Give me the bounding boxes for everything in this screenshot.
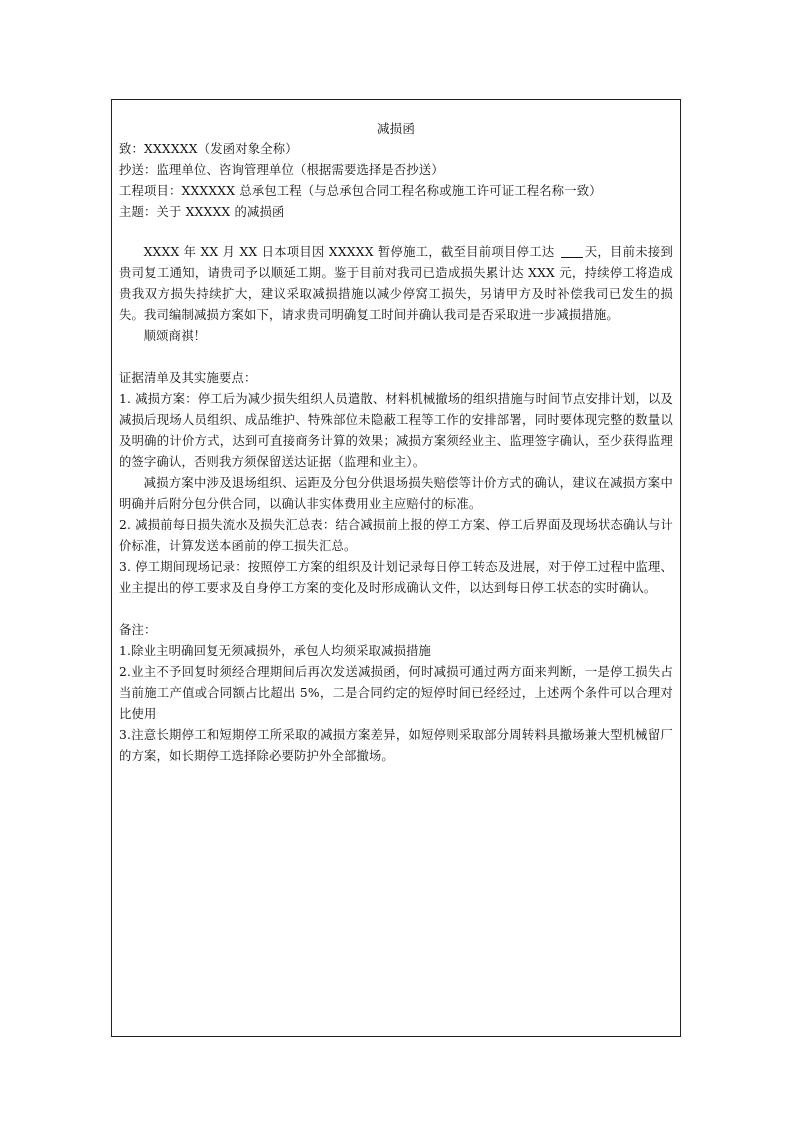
- spacer: [119, 347, 673, 368]
- letter-title: 减损函: [376, 121, 416, 136]
- closing-line: 顺颂商祺！: [143, 329, 207, 343]
- body-text-rest: 天，目前未接到贵司复工通知，请贵司予以顺延工期。鉴于目前对我司已造成损失累计达 XXX 元，持续停工将造成贵我双方损失持续扩大，建议采取减损措施以减少停窝工损失，另请甲方及时补偿我司已发生的损失。我司编制减损方案如下，请求贵司明确复工时间并确认我司是否采取进一步减损措施。: [119, 245, 673, 322]
- evidence-item-1: 1. 减损方案：停工后为减少损失组织人员遣散、材料机械撤场的组织措施与时间节点安排计划，以及减损后现场人员组织、成品维护、特殊部位未隐蔽工程等工作的安排部署，同时要体现完整的数量以及明确的计价方式，达到可直接商务计算的效果；减损方案须经业主、监理签字确认，至少获得监理的签字确认，否则我方须保留送达证据（监理和业主）。: [119, 392, 673, 469]
- note-2: 2.业主不予回复时须经合理期间后再次发送减损函，何时减损可通过两方面来判断，一是停工损失占当前施工产值或合同额占比超出 5%，二是合同约定的短停时间已经经过，上述两个条件可以合理对比使用: [119, 665, 673, 721]
- evidence-heading: 证据清单及其实施要点：: [119, 371, 257, 385]
- recipient-line: 致：XXXXXX（发函对象全称）: [119, 142, 298, 156]
- notes-heading: 备注：: [119, 623, 157, 637]
- evidence-item-1-note: 减损方案中涉及退场组织、运距及分包分供退场损失赔偿等计价方式的确认，建议在减损方案中明确并后附分包分供合同，以确认非实体费用业主应赔付的标准。: [119, 476, 673, 511]
- evidence-item-2: 2. 减损前每日损失流水及损失汇总表：结合减损前上报的停工方案、停工后界面及现场状态确认与计价标准，计算发送本函前的停工损失汇总。: [119, 518, 673, 553]
- cc-line: 抄送：监理单位、咨询管理单位（根据需要选择是否抄送）: [119, 163, 444, 177]
- days-blank: [561, 243, 583, 258]
- spacer: [119, 599, 673, 620]
- project-line: 工程项目：XXXXXX 总承包工程（与总承包合同工程名称或施工许可证工程名称一致）: [119, 184, 602, 198]
- note-1: 1.除业主明确回复无须减损外，承包人均须采取减损措施: [119, 644, 432, 658]
- body-text-start: XXXX 年 XX 月 XX 日本项目因 XXXXX 暂停施工，截至目前项目停工达: [143, 245, 559, 259]
- letter-frame: [111, 99, 681, 1037]
- body-paragraph: [119, 242, 673, 326]
- subject-line: 主题：关于 XXXXX 的减损函: [119, 205, 285, 219]
- spacer: [119, 223, 673, 242]
- evidence-item-3: 3. 停工期间现场记录：按照停工方案的组织及计划记录每日停工转态及进展，对于停工过程中监理、业主提出的停工要求及自身停工方案的变化及时形成确认文件，以达到每日停工状态的实时确认。: [119, 560, 673, 595]
- note-3: 3.注意长期停工和短期停工所采取的减损方案差异，如短停则采取部分周转料具撤场兼大型机械留厂的方案，如长期停工选择除必要防护外全部撤场。: [119, 728, 673, 763]
